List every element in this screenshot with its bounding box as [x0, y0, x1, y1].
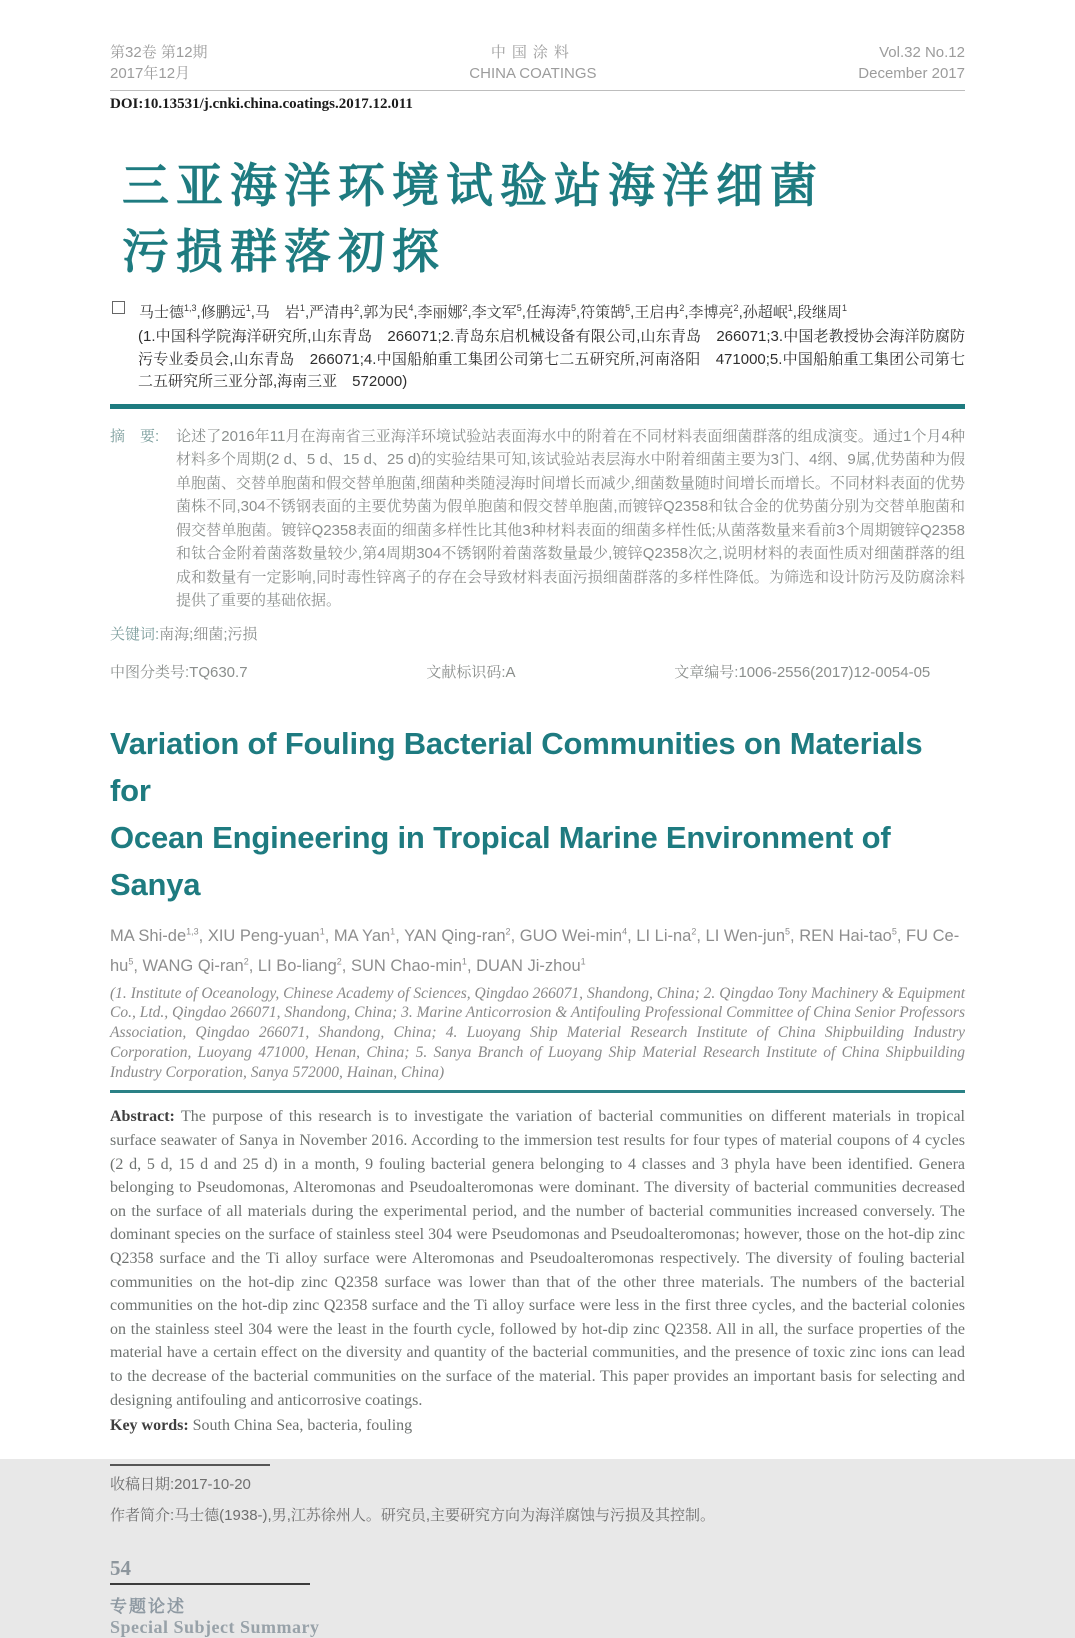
- authors-en: [110, 920, 965, 979]
- journal-header: [110, 0, 965, 91]
- keywords-cn-text: 南海;细菌;污损: [159, 625, 258, 643]
- abstract-en-label: Abstract:: [110, 1108, 175, 1126]
- author-bio: 作者简介:马士德(1938-),男,江苏徐州人。研究员,主要研究方向为海洋腐蚀与污损及其控制。: [110, 1506, 716, 1524]
- abstract-en-text: The purpose of this research is to investigate the variation of bacterial communities on different materials in tropical surface seawater of Sanya in November 2016. According to the immersion test results for four types of material coupons of 4 cycles (2 d, 5 d, 15 d and 25 d) in a month, 9 fouling bacterial genera belonging to 4 classes and 3 phyla have been identified. Genera belonging to Pseudomonas, Alteromonas and Pseudoalteromonas were dominant. The diversity of bacterial communities decreased on the surface of all materials during the experimental period, and the number of bacterial communities increased conversely. The dominant species on the surface of stainless steel 304 were Pseudomonas and Pseudoalteromonas; however, those on the hot-dip zinc Q2358 surface and the Ti alloy surface were Alteromonas and Pseudoalteromonas respectively. The diversity of fouling bacterial communities on the hot-dip zinc Q2358 surface was lower than that of the other three materials. The numbers of the bacterial communities on the hot-dip zinc Q2358 surface and the Ti alloy surface were less in the first three cycles, and the bacterial colonies on the stainless steel 304 were the least in the fourth cycle, followed by hot-dip zinc Q2358. All in all, the surface properties of the material have a certain effect on the diversity and quantity of the bacterial communities, and the presence of toxic zinc ions can lead to the decrease of the bacterial communities on the surface of the material. This paper provides an important basis for selecting and designing antifouling and anticorrosive coatings.: [110, 1108, 965, 1409]
- abstract-cn: [110, 425, 965, 613]
- authors-cn: [110, 297, 965, 324]
- article-title-en-line2: Ocean Engineering in Tropical Marine Environment of Sanya: [110, 819, 891, 902]
- author-marker-square-icon: [112, 301, 125, 314]
- volume-issue-en: Vol.32 No.12: [879, 44, 965, 61]
- page-number: 54: [110, 1555, 131, 1580]
- classification-row: [110, 661, 965, 682]
- divider-teal-thick: [110, 404, 965, 409]
- article-title-cn-line1: 三亚海洋环境试验站海洋细菌: [122, 159, 824, 212]
- keywords-en-label: Key words:: [110, 1417, 189, 1435]
- document-code: 文献标识码:A: [426, 663, 516, 681]
- article-id: 文章编号:1006-2556(2017)12-0054-05: [674, 663, 931, 681]
- clc-number: 中图分类号:TQ630.7: [110, 663, 248, 681]
- journal-name-en: CHINA COATINGS: [469, 65, 597, 82]
- received-date: 收稿日期:2017-10-20: [110, 1475, 251, 1493]
- keywords-en-text: South China Sea, bacteria, fouling: [192, 1417, 413, 1435]
- abstract-cn-text: 论述了2016年11月在海南省三亚海洋环境试验站表面海水中的附着在不同材料表面细菌群落的组成演变。通过1个月4种材料多个周期(2 d、5 d、15 d、25 d)的实验结果可知,该试验站表层海水中附着细菌主要为3门、4纲、9属,优势菌种为假单胞菌、交替单胞菌和假交替单胞菌,细菌种类随浸海时间增长而减少,细菌数量随时间增长而增长。不同材料表面的优势菌株不同,304不锈钢表面的主要优势菌为假单胞菌和假交替单胞菌,而镀锌Q2358和钛合金的优势菌分别为交替单胞菌和假交替单胞菌。镀锌Q2358表面的细菌多样性比其他3种材料表面的细菌多样性低;从菌落数量来看前3个周期镀锌Q2358和钛合金附着菌落数量较少,第4周期304不锈钢附着菌落数量最少,镀锌Q2358次之,说明材料的表面性质对细菌群落的组成和数量有一定影响,同时毒性锌离子的存在会导致材料表面污损细菌群落的多样性降低。为筛选和设计防污及防腐涂料提供了重要的基础依据。: [176, 427, 965, 609]
- section-label-cn: 专题论述: [110, 1596, 186, 1616]
- keywords-cn: [110, 623, 965, 646]
- authors-en-names: MA Shi-de$^{1,3}$, XIU Peng-yuan$^1$, MA Yan$^1$, YAN Qing-ran$^2$, GUO Wei-$\min^4$, LI $Li-na^2$, LI Wen-jun$^5$, REN Hai-tao$^5$, FU $Ce-hu^5$, WANG Qi-ran$^2$, LI Bo-liang$^2$, SUN Chao-$\min^1$, DUAN Ji-zhou$^1$: [110, 926, 960, 975]
- journal-name-cn: 中国涂料: [490, 44, 575, 61]
- article-title-en: [110, 720, 965, 908]
- header-right: [858, 42, 965, 84]
- abstract-en: [110, 1105, 965, 1412]
- keywords-en: [110, 1414, 965, 1438]
- divider-teal-thin: [110, 1090, 965, 1093]
- article-title-cn-line2: 污损群落初探: [122, 225, 446, 278]
- keywords-cn-label: 关键词:: [110, 625, 160, 643]
- article-title-en-line1: Variation of Fouling Bacterial Communities on Materials for: [110, 725, 923, 808]
- volume-issue-cn: 第32卷 第12期: [110, 44, 208, 61]
- footnote-divider: [110, 1464, 270, 1466]
- affiliations-cn: (1.中国科学院海洋研究所,山东青岛 266071;2.青岛东启机械设备有限公司,山东青岛 266071;3.中国老教授协会海洋防腐防污专业委员会,山东青岛 266071;4.中国船舶重工集团公司第七二五研究所,河南洛阳 471000;5.中国船舶重工集团公司第七二五研究所三亚分部,海南三亚 572000): [138, 328, 965, 390]
- date-cn: 2017年12月: [110, 65, 191, 82]
- header-left: [110, 42, 208, 84]
- article-title-cn: [122, 153, 965, 285]
- section-label-en: Special Subject Summary: [110, 1616, 320, 1637]
- abstract-cn-label: 摘 要:: [110, 427, 160, 445]
- date-en: December 2017: [858, 65, 965, 82]
- doi-line: DOI:10.13531/j.cnki.china.coatings.2017.12.011: [110, 96, 413, 112]
- header-center: [469, 42, 596, 84]
- authors-cn-names: 马士德$^{1,3}$,修鹏远$^1$,马 岩$^1$,严清冉$^2$,郭为民$^4$,李丽娜$^2$,李文军$^5$,任海涛$^5$,符策鹄$^5$,王启冉$^2$,李博亮$^2$,孙超岷$^1$,段继周$^1$: [139, 303, 847, 321]
- page-number-divider: [110, 1583, 310, 1585]
- affiliations-en: (1. Institute of Oceanology, Chinese Academy of Sciences, Qingdao 266071, Shandong, China; 2. Qingdao Tony Machinery & Equipment Co., Ltd., Qingdao 266071, Shandong, China; 3. Marine Anticorrosion & Antifouling Professional Committee of China Senior Professors Association, Qingdao 266071, Shandong, China; 4. Luoyang Ship Material Research Institute of China Shipbuilding Industry Corporation, Luoyang 471000, Henan, China; 5. Sanya Branch of Luoyang Ship Material Research Institute of China Shipbuilding Industry Corporation, Sanya 572000, Hainan, China): [110, 984, 965, 1081]
